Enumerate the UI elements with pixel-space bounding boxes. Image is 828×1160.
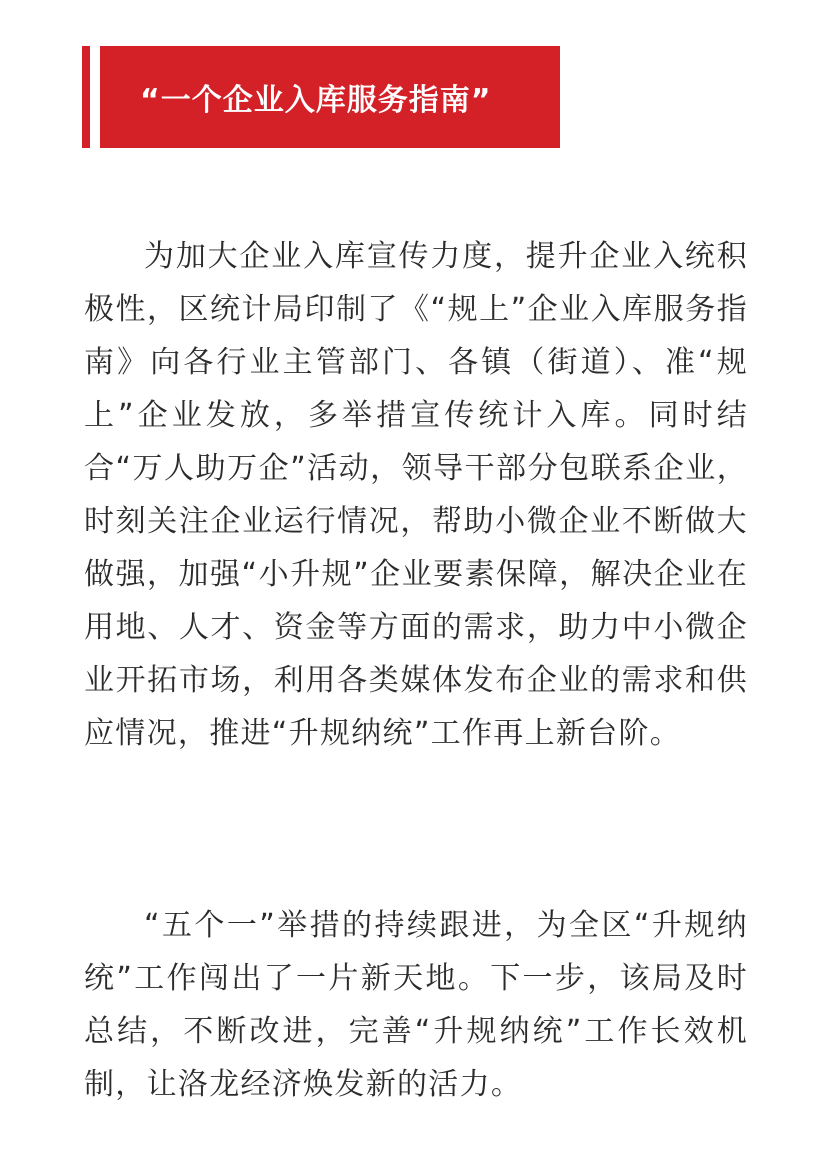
- section-heading: [82, 46, 562, 148]
- body-paragraph-1: 为加大企业入库宣传力度，提升企业入统积极性，区统计局印制了《“规上”企业入库服务指南》向各行业主管部门、各镇（街道）、准“规上”企业发放，多举措宣传统计入库。同时结合“万人助万企”活动，领导干部分包联系企业，时刻关注企业运行情况，帮助小微企业不断做大做强，加强“小升规”企业要素保障，解决企业在用地、人才、资金等方面的需求，助力中小微企业开拓市场，利用各类媒体发布企业的需求和供应情况，推进“升规纳统”工作再上新台阶。: [84, 239, 748, 751]
- body-paragraph-2: “五个一”举措的持续跟进，为全区“升规纳统”工作闯出了一片新天地。下一步，该局及时总结，不断改进，完善“升规纳统”工作长效机制，让洛龙经济焕发新的活力。: [84, 908, 748, 1102]
- heading-banner: [100, 46, 560, 148]
- heading-title: “一个企业入库服务指南”: [140, 83, 492, 118]
- heading-accent-bar: [82, 46, 90, 148]
